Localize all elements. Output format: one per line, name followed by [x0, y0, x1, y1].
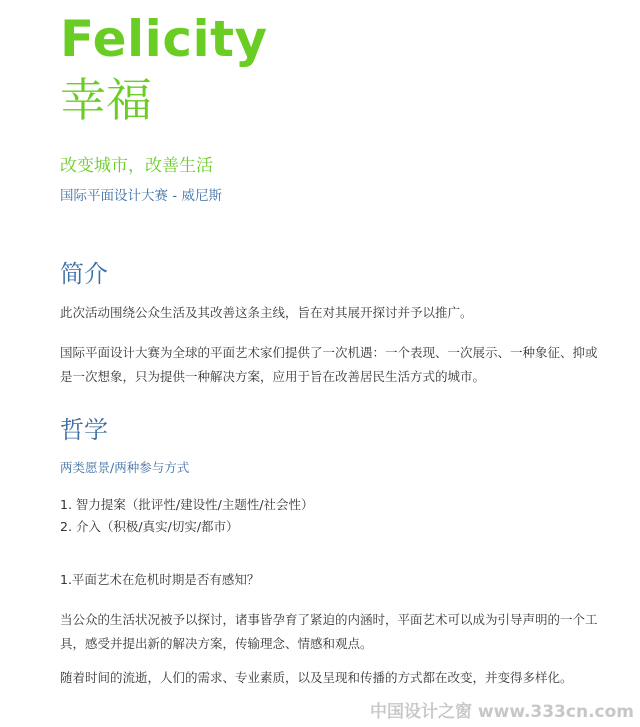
question-heading: 1.平面艺术在危机时期是否有感知？	[60, 572, 260, 587]
event-name: 国际平面设计大赛 - 威尼斯	[60, 188, 222, 204]
philosophy-paragraph-2: 随着时间的流逝，人们的需求、专业素质，以及呈现和传播的方式都在改变，并变得多样化。	[60, 670, 573, 685]
intro-paragraph-1: 此次活动围绕公众生活及其改善这条主线，旨在对其展开探讨并予以推广。	[60, 305, 473, 320]
list-item: 2. 介入（积极/真实/切实/都市）	[60, 519, 239, 534]
philosophy-heading: 哲学	[60, 416, 108, 444]
brand-subtitle: 幸福	[60, 73, 152, 127]
list-item: 1. 智力提案（批评性/建设性/主题性/社会性）	[60, 497, 314, 512]
philosophy-paragraph-1: 当公众的生活状况被予以探讨，诸事皆孕育了紧迫的内涵时，平面艺术可以成为引导声明的一个工具，感受并提出新的解决方案，传输理念、情感和观点。	[60, 612, 598, 651]
brand-title: Felicity	[60, 10, 268, 68]
tagline: 改变城市，改善生活	[60, 156, 213, 176]
philosophy-subheading: 两类愿景/两种参与方式	[60, 460, 190, 475]
intro-heading: 简介	[60, 260, 108, 288]
site-watermark: 中国设计之窗 www.333cn.com	[370, 702, 634, 722]
intro-paragraph-2: 国际平面设计大赛为全球的平面艺术家们提供了一次机遇：一个表现、一次展示、一种象征、抑或是一次想象，只为提供一种解决方案，应用于旨在改善居民生活方式的城市。	[60, 345, 598, 384]
participation-list	[60, 494, 314, 538]
